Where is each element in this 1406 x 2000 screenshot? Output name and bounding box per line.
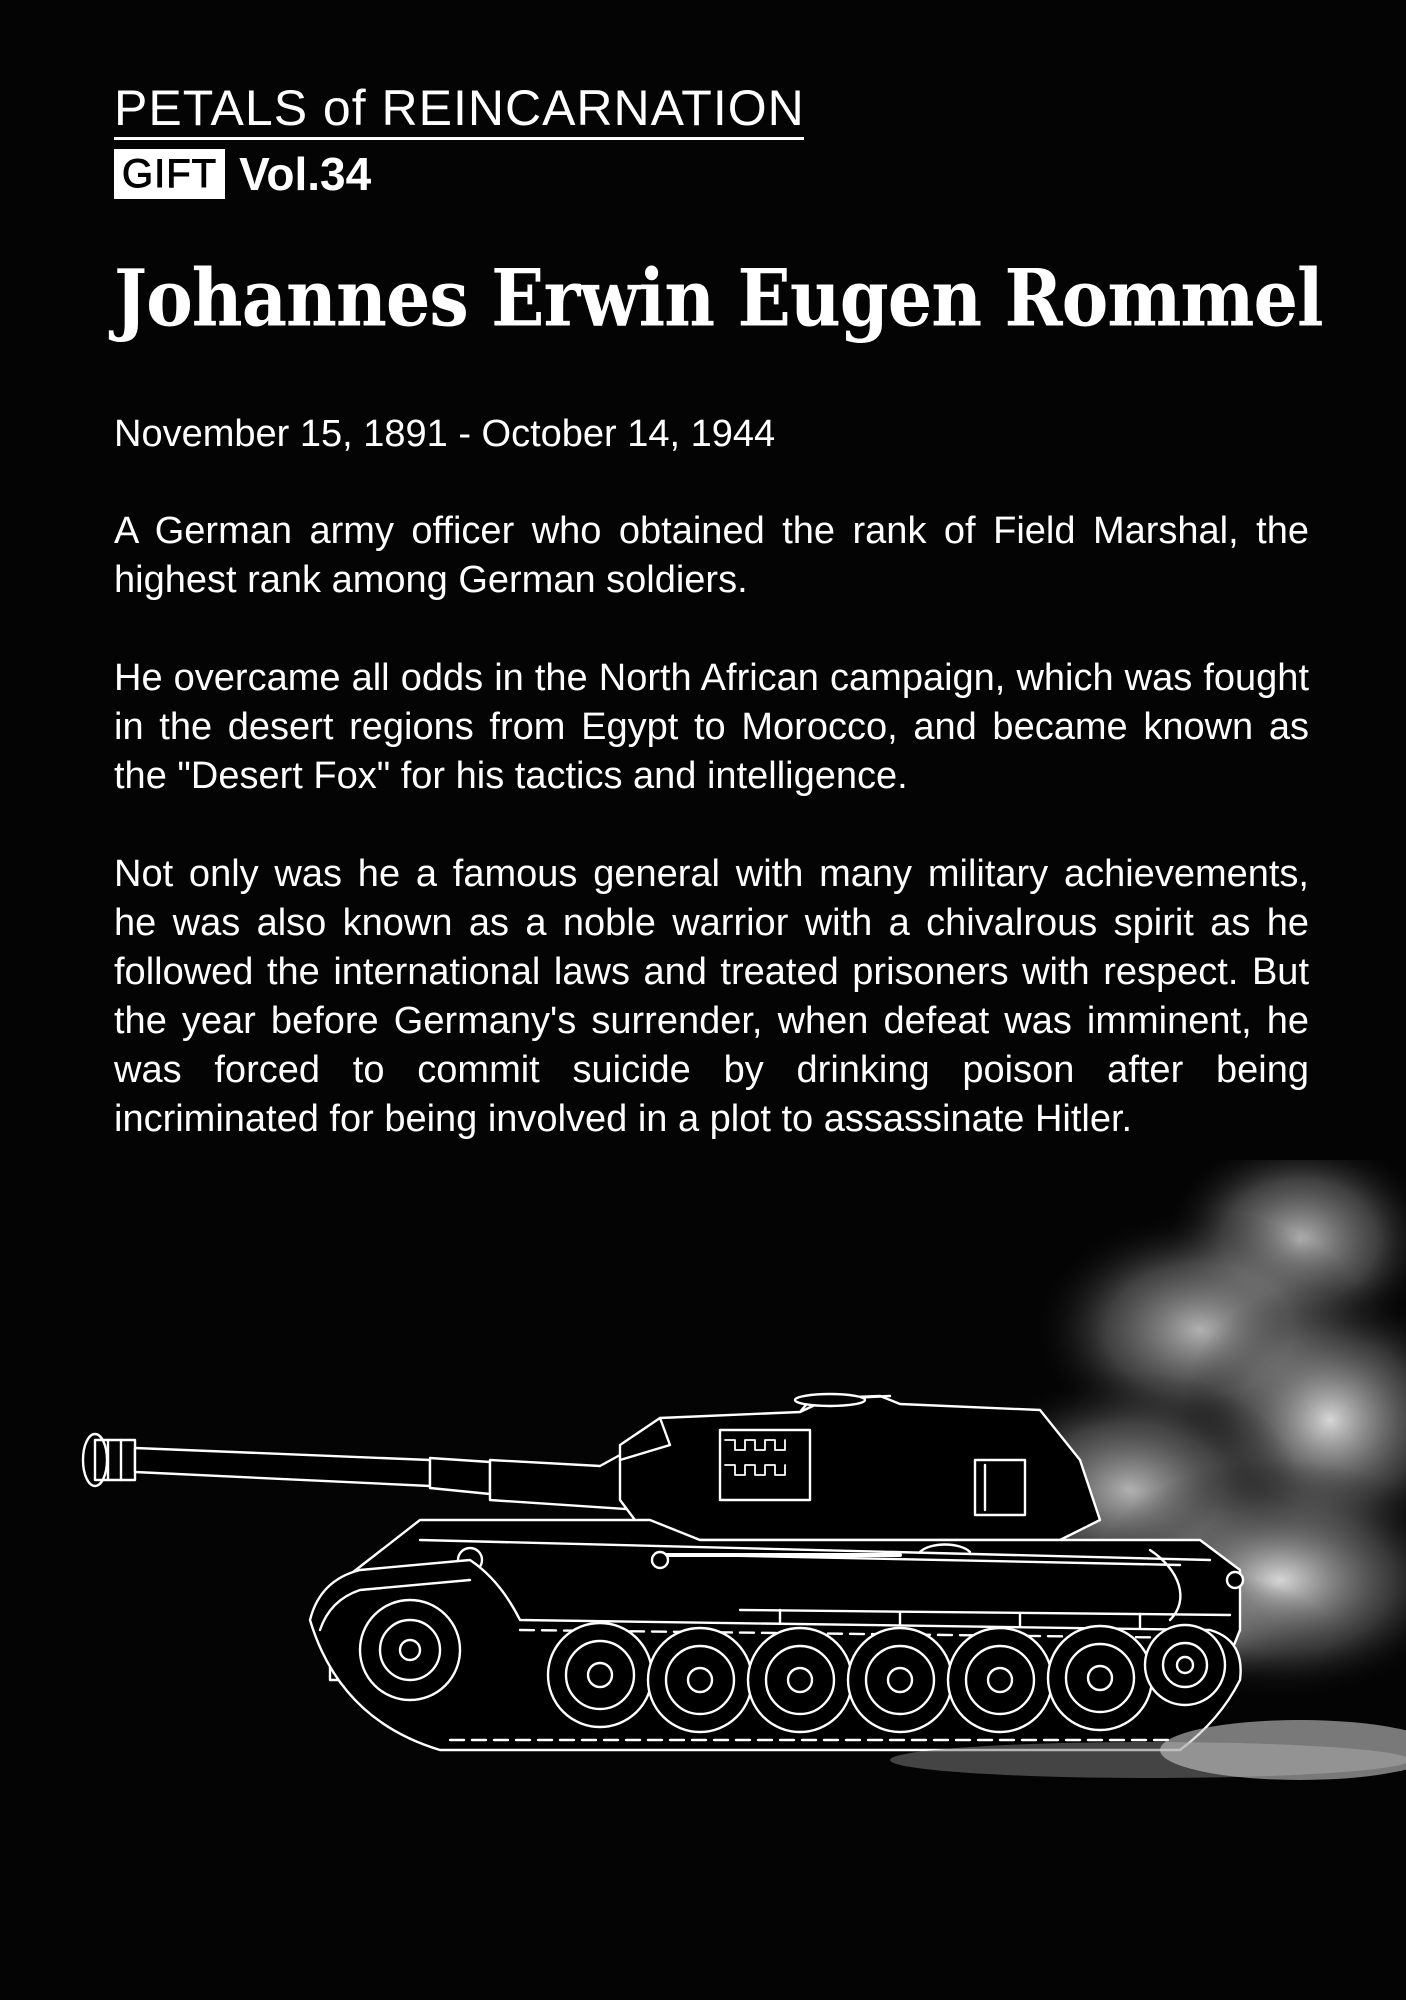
gun-barrel bbox=[83, 1434, 640, 1510]
series-title: PETALS of REINCARNATION bbox=[114, 82, 804, 140]
paragraph-2: He overcame all odds in the North African campaign, which was fought in the desert regions from Egypt to Morocco, and became known as the "Desert Fox" for his tactics and intelligence. bbox=[114, 657, 1309, 797]
volume-row bbox=[114, 148, 371, 200]
tank-illustration bbox=[0, 1160, 1406, 1860]
life-dates: November 15, 1891 - October 14, 1944 bbox=[114, 413, 776, 455]
paragraph-1: A German army officer who obtained the rank of Field Marshal, the highest rank among German soldiers. bbox=[114, 510, 1309, 601]
tank-icon bbox=[0, 1160, 1406, 1860]
volume-label: Vol.34 bbox=[239, 148, 372, 200]
person-name: Johannes Erwin Eugen Rommel bbox=[114, 251, 1323, 345]
paragraph-3: Not only was he a famous general with many military achievements, he was also known as a noble warrior with a chivalrous spirit as he followed the international laws and treated prisoners with respect. But the year before Germany's surrender, when defeat was imminent, he was forced to commit suicide by drinking poison after being incriminated for being involved in a plot to assassinate Hitler. bbox=[114, 853, 1309, 1140]
gift-badge: GIFT bbox=[114, 149, 225, 199]
turret bbox=[620, 1394, 1100, 1540]
